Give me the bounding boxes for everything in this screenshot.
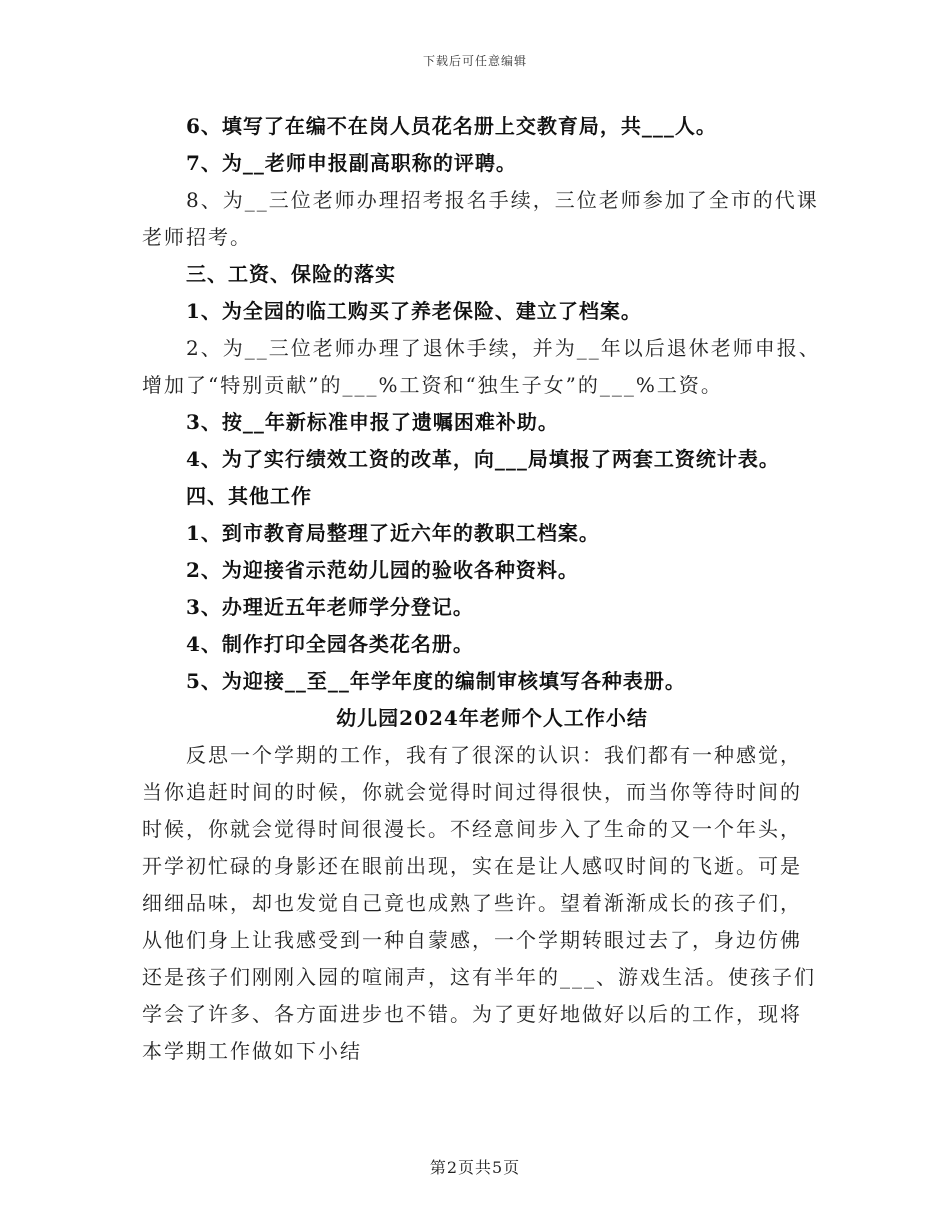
wages-item-2-line-1: 2、为__三位老师办理了退休手续，并为__年以后退休老师申报、	[186, 336, 821, 360]
other-item-2: 2、为迎接省示范幼儿园的验收各种资料。	[186, 558, 579, 582]
document-body	[142, 108, 822, 1070]
other-item-1: 1、到市教育局整理了近六年的教职工档案。	[186, 521, 600, 545]
summary-line: 本学期工作做如下小结	[142, 1039, 362, 1063]
wages-item-3: 3、按__年新标准申报了遗嘱困难补助。	[186, 410, 559, 434]
summary-line: 反思一个学期的工作，我有了很深的认识：我们都有一种感觉，	[186, 743, 802, 767]
summary-line: 还是孩子们刚刚入园的喧闹声，这有半年的___、游戏生活。使孩子们	[142, 965, 816, 989]
summary-line: 学会了许多、各方面进步也不错。为了更好地做好以后的工作，现将	[142, 1002, 802, 1026]
summary-title: 幼儿园2024年老师个人工作小结	[336, 706, 648, 730]
other-item-3: 3、办理近五年老师学分登记。	[186, 595, 474, 619]
other-item-4: 4、制作打印全园各类花名册。	[186, 632, 474, 656]
wages-item-2-line-2: 增加了“特别贡献”的___%工资和“独生子女”的___%工资。	[142, 373, 723, 397]
summary-line: 时候，你就会觉得时间很漫长。不经意间步入了生命的又一个年头，	[142, 817, 802, 841]
wages-item-4: 4、为了实行绩效工资的改革，向___局填报了两套工资统计表。	[186, 447, 780, 471]
list-item-8-line-1: 8、为__三位老师办理招考报名手续，三位老师参加了全市的代课	[186, 188, 819, 212]
summary-line: 当你追赶时间的时候，你就会觉得时间过得很快，而当你等待时间的	[142, 780, 802, 804]
section-heading-other: 四、其他工作	[186, 484, 312, 508]
other-item-5: 5、为迎接__至__年学年度的编制审核填写各种表册。	[186, 669, 686, 693]
summary-line: 开学初忙碌的身影还在眼前出现，实在是让人感叹时间的飞逝。可是	[142, 854, 802, 878]
section-heading-wages: 三、工资、保险的落实	[186, 262, 396, 286]
summary-paragraph	[142, 737, 822, 1070]
page-number: 第2页共5页	[429, 1158, 521, 1177]
wages-item-1: 1、为全园的临工购买了养老保险、建立了档案。	[186, 299, 642, 323]
list-item-6: 6、填写了在编不在岗人员花名册上交教育局，共___人。	[186, 114, 717, 138]
list-item-7: 7、为__老师申报副高职称的评聘。	[186, 151, 517, 175]
summary-line: 从他们身上让我感受到一种自蒙感，一个学期转眼过去了，身边仿佛	[142, 928, 802, 952]
header-note: 下载后可任意编辑	[422, 54, 527, 68]
wages-item-2	[142, 330, 822, 404]
list-item-8	[142, 182, 822, 256]
list-item-8-line-2: 老师招考。	[142, 225, 252, 249]
summary-line: 细细品味，却也发觉自己竟也成熟了些许。望着渐渐成长的孩子们，	[142, 891, 802, 915]
